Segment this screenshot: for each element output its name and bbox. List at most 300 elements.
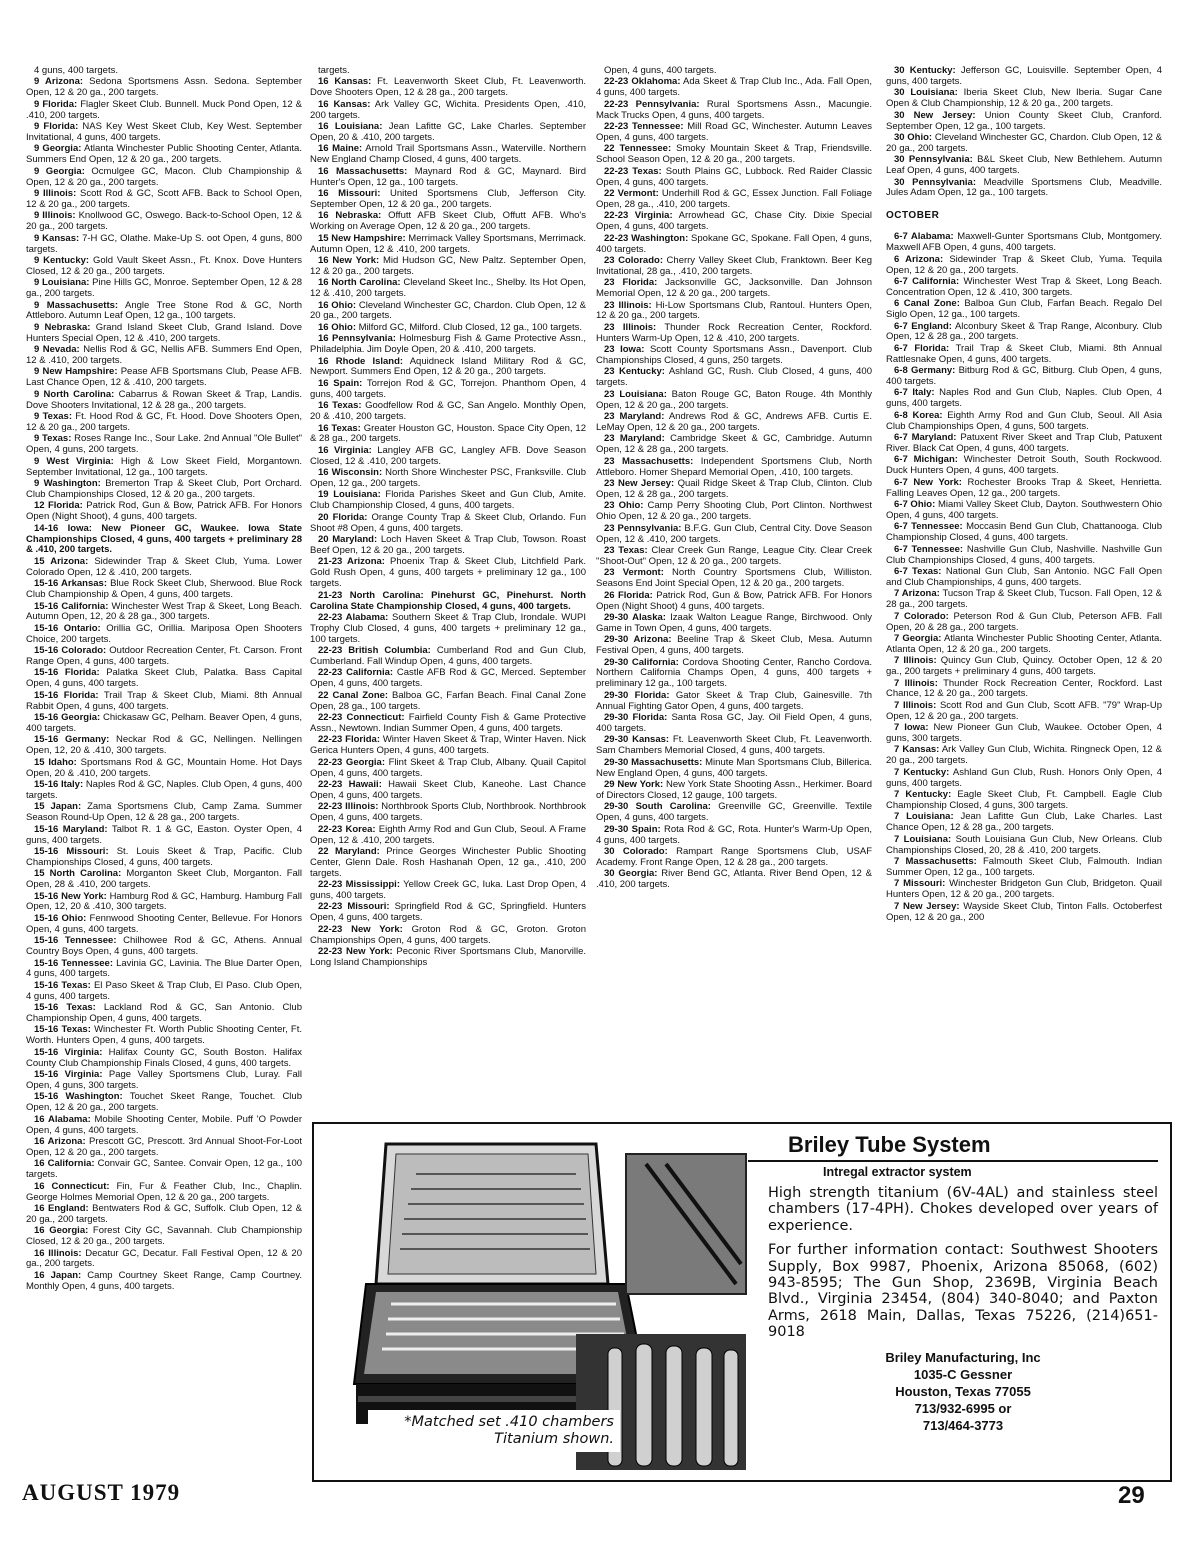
calendar-entry [26,211,302,233]
calendar-entry [886,388,1162,410]
briley-advertisement [312,1122,1172,1482]
entry-text: NAS Key West Skeet Club, Key West. September Invitational, 4 guns, 400 targets. [26,121,303,143]
calendar-entry [596,434,872,456]
calendar-entry [596,367,872,389]
calendar-entry [596,323,872,345]
entry-text: National Gun Club, San Antonio. NGC Fall Open and Club Championships, 4 guns, 400 targets. [886,565,1163,588]
entry-lead: 29-30 Alaska: [604,611,666,623]
entry-text: Outdoor Recreation Center, Ft. Carson. Front Range Open, 4 guns, 400 targets. [26,645,302,668]
entry-lead: 15-16 Virginia: [34,1069,103,1081]
entry-text: Hamburg Rod & GC, Hamburg. Hamburg Fall Open, 12, 20 & .410, 300 targets. [26,890,302,913]
calendar-entry [26,847,302,869]
entry-text: Scott County Sportsmans Assn., Davenport. Club Championships Closed, 4 guns, 250 targets. [596,344,872,367]
entry-lead: 23 Illinois: [604,299,652,311]
calendar-entry [310,167,586,189]
entry-lead: 16 Louisiana: [318,121,383,133]
calendar-entry [26,1003,302,1025]
entry-lead: 22-23 Pennsylvania: [604,98,700,110]
calendar-entry [886,155,1162,177]
entry-lead: 30 Ohio: [894,131,933,143]
company-city: Houston, Texas 77055 [895,1383,1031,1399]
calendar-entry [886,366,1162,388]
calendar-entry [310,513,586,535]
entry-lead: 9 Massachusetts: [34,299,119,311]
calendar-entry [310,77,586,99]
calendar-entry [26,936,302,958]
entry-lead: 15 Idaho: [34,756,77,768]
entry-text: Ocmulgee GC, Macon. Club Championship & Open, 12 & 20 ga., 200 targets. [26,165,302,188]
entry-text: Hi-Low Sportsmans Club, Rantoul. Hunters Open, 12 & 20 ga., 200 targets. [596,299,872,322]
entry-lead: 22 Canal Zone: [318,689,389,701]
entry-text: Winchester West Trap & Skeet, Long Beach. Concentration Open, 12 & .410, 300 targets. [886,275,1162,298]
calendar-entry [596,390,872,412]
entry-text: Torrejon Rod & GC, Torrejon. Phanthom Open, 4 guns, 400 targets. [310,377,586,400]
entry-text: Prescott GC, Prescott. 3rd Annual Shoot-For-Loot Open, 12 & 20 ga., 200 targets. [26,1136,302,1158]
entry-lead: 16 North Carolina: [318,277,401,289]
entry-text: Cherry Valley Skeet Club, Franktown. Beer Keg Invitational, 28 ga., .410, 200 targets. [596,254,872,277]
calendar-entry [26,1226,302,1248]
entry-lead: 9 Florida: [34,121,79,133]
calendar-entry [26,457,302,479]
entry-text: Holmesburg Fish & Game Protective Assn., Philadelphia. Jim Doyle Open, 20 & .410, 200 targets. [310,333,586,356]
calendar-entry [886,835,1162,857]
entry-lead: 16 New York: [318,254,380,266]
entry-lead: 9 West Virginia: [34,455,114,467]
entry-lead: 15-16 Georgia: [34,712,101,724]
entry-lead: 22 Maryland: [318,845,380,857]
entry-lead: 15-16 Florida: [34,689,99,701]
entry-lead: 7 Missouri: [894,878,946,890]
entry-lead: 22-23 Illinois: [318,801,379,813]
entry-lead: 7 Kentucky: [894,766,950,778]
calendar-entry [596,758,872,780]
calendar-entry [596,144,872,166]
calendar-entry [310,401,586,423]
entry-lead: 22 Tennessee: [604,143,672,155]
entry-text: Atlanta Winchester Public Shooting Center, Atlanta. Atlanta Open, 12 & 20 ga., 200 targets. [886,632,1162,655]
entry-text: Smoky Mountain Skeet & Trap, Friendsville. School Season Open, 12 & 20 ga., 200 targets. [596,143,872,166]
entry-lead: 9 Louisiana: [34,277,90,289]
entry-text: Winchester Bridgeton Gun Club, Bridgeton. Quail Hunters Open, 12 & 20 ga., 200 targets. [886,878,1162,901]
entry-text: Arrowhead GC, Chase City. Dixie Special Open, 4 guns, 400 targets. [596,210,872,233]
entry-lead: 20 Maryland: [318,534,378,546]
entry-lead: 29-30 Spain: [604,823,661,835]
entry-text: Cambridge Skeet & GC, Cambridge. Autumn Open, 12 & 28 ga., 200 targets. [596,433,872,456]
entry-text: Cordova Shooting Center, Rancho Cordova. Northern California Champs Open, 4 guns, 400 targets + preliminary 12 ga., 100 targets. [596,656,873,690]
calendar-entry [26,323,302,345]
entry-lead: 7 Kansas: [894,744,940,756]
entry-text: Jean Lafitte Gun Club, Lake Charles. Last Chance Open, 12 & 28 ga., 200 targets. [886,811,1162,834]
entry-text: Mobile Shooting Center, Mobile. Puff 'O Powder Open, 4 guns, 400 targets. [26,1113,302,1136]
calendar-entry [310,825,586,847]
calendar-entry [596,613,872,635]
entry-lead: 23 Maryland: [604,433,665,445]
entry-text: Castle AFB Rod & GC, Merced. September Open, 4 guns, 400 targets. [310,667,587,690]
calendar-entry [596,591,872,613]
entry-lead: 9 Arizona: [34,76,84,88]
entry-text: Maynard Rod & GC, Maynard. Bird Hunter's Open, 12 ga., 100 targets. [310,165,586,188]
calendar-entry [310,902,586,924]
calendar-entry [886,879,1162,901]
entry-text: Cleveland Winchester GC, Chardon. Club Open, 12 & 20 ga., 200 targets. [310,299,587,322]
entry-text: Orillia GC, Orillia. Mariposa Open Shooters Choice, 200 targets. [26,622,302,645]
entry-text: B.F.G. Gun Club, Central City. Dove Season Open, 12 & .410, 200 targets. [596,522,872,545]
entry-lead: 16 California: [34,1158,95,1170]
ad-contact-text: For further information contact: Southwest Shooters Supply, Box 9987, Phoenix, Arizona 85068, (602) 943-8595; The Gun Shop, 2369B, Virginia Beach Blvd., Virginia 23454, (804) 340-8040; and Paxton Arms, 2618 Main, Dallas, Texas 75226, (214)651-9018 [768,1242,1158,1341]
entry-text: B&L Skeet Club, New Bethlehem. Autumn Leaf Open, 4 guns, 400 targets. [886,154,1162,177]
calendar-entry [26,1159,302,1181]
entry-lead: 16 Illinois: [34,1247,82,1259]
entry-lead: 22-23 Virginia: [604,210,673,222]
entry-text: Camp Perry Shooting Club, Port Clinton. Northwest Ohio Open, 12 & 20 ga., 200 targets. [596,500,872,523]
entry-lead: 15-16 New York: [34,890,107,902]
entry-lead: 19 Louisiana: [318,489,381,501]
calendar-entry [310,66,586,77]
entry-lead: 9 Georgia: [34,165,85,177]
calendar-entry [596,825,872,847]
entry-lead: 22-23 Washington: [604,232,689,244]
entry-text: Convair GC, Santee. Convair Open, 12 ga., 100 targets. [26,1158,303,1181]
entry-text: Patrick Rod, Gun & Bow, Patrick AFB. For Honors Open (Night Shoot) 4 guns, 400 targets. [596,589,872,612]
calendar-entry [26,1092,302,1114]
calendar-column-2 [310,66,586,1116]
calendar-entry [26,1182,302,1204]
entry-lead: 9 North Carolina: [34,388,115,400]
entry-lead: 22-23 Georgia: [318,756,385,768]
entry-text: Quincy Gun Club, Quincy. October Open, 12 & 20 ga., 200 targets + preliminary 4 guns, 400 targets. [886,655,1163,678]
calendar-entry [596,457,872,479]
entry-text: 7-H GC, Olathe. Make-Up S. oot Open, 4 guns, 800 targets. [26,232,302,255]
calendar-entry [26,691,302,713]
entry-text: Underhill Rod & GC, Essex Junction. Fall Foliage Open, 28 ga., .410, 200 targets. [596,187,872,210]
entry-lead: 22-23 Oklahoma: [604,76,681,88]
calendar-entry [26,367,302,389]
entry-text: Ark Valley Gun Club, Wichita. Ringneck Open, 12 & 20 ga., 200 targets. [886,744,1162,767]
entry-text: Northbrook Sports Club, Northbrook. Northbrook Open, 4 guns, 400 targets. [310,801,587,824]
entry-lead: 29-30 South Carolina: [604,801,711,813]
entry-lead: 20 Florida: [318,511,368,523]
entry-lead: 30 Pennsylvania: [894,176,977,188]
calendar-entry [886,589,1162,611]
calendar-entry [886,768,1162,790]
entry-text: Independent Sportsmens Club, North Attleboro. Homer Shepard Memorial Open, .410, 100 targets. [596,455,873,478]
entry-lead: 9 Illinois: [34,187,77,199]
entry-text: Fairfield County Fish & Game Protective Assn., Newtown. Indian Summer Open, 4 guns, 400 targets. [310,712,586,734]
entry-lead: 22-23 Alabama: [318,611,389,623]
calendar-entry [596,412,872,434]
calendar-entry [886,701,1162,723]
calendar-entry [26,1137,302,1159]
calendar-entry [886,411,1162,433]
entry-lead: 15-16 Colorado: [34,645,107,657]
entry-lead: 9 Georgia: [34,143,82,155]
entry-text: Bremerton Trap & Skeet Club, Port Orchard. Club Championships Closed, 12 & 20 ga., 200 targets. [26,478,302,500]
entry-text: Chilhowee Rod & GC, Athens. Annual Country Boys Open, 4 guns, 400 targets. [26,935,302,958]
entry-lead: 7 Illinois: [894,655,937,667]
calendar-entry [26,1025,302,1047]
entry-lead: 29-30 Florida: [604,689,670,701]
entry-lead: 15-16 Italy: [34,779,84,790]
entry-lead: 15-16 Washington: [34,1091,123,1103]
calendar-entry [26,959,302,981]
entry-lead: 9 Illinois: [34,210,76,222]
entry-lead: 23 Iowa: [604,344,645,356]
entry-text: Palatka Skeet Club, Palatka. Bass Capital Open, 4 guns, 400 targets. [26,667,302,690]
entry-text: Wayside Skeet Club, Tinton Falls. Octoberfest Open, 12 & 20 ga., 200 [886,900,1162,923]
calendar-entry [26,802,302,824]
entry-text: Jacksonville GC, Jacksonville. Dan Johnson Memorial Open, 12 & 20 ga., 200 targets. [596,277,872,300]
entry-lead: 15-16 Texas: [34,1024,91,1036]
entry-text: Phoenix Trap & Skeet Club, Litchfield Park. Gold Rush Open, 4 guns, 400 targets + preliminary 12 ga., 100 targets. [310,556,586,590]
entry-lead: 16 Spain: [318,377,363,389]
ad-body-text: High strength titanium (6V-4AL) and stainless steel chambers (17-4PH). Chokes developed over years of experience. [768,1185,1158,1234]
calendar-entry [26,256,302,278]
entry-lead: 29-30 Arizona: [604,634,672,646]
calendar-entry [310,591,586,613]
entry-lead: 22-23 Tennessee: [604,121,684,133]
entry-lead: 22-23 California: [318,667,394,679]
entry-lead: 6-7 Ohio: [894,499,936,511]
entry-lead: 30 Louisiana: [894,87,958,99]
entry-lead: 16 Alabama: [34,1113,91,1125]
entry-text: Fin, Fur & Feather Club, Inc., Chaplin. George Holmes Memorial Open, 12 & 20 ga., 200 targets. [26,1180,303,1203]
entry-lead: 22-23 Mississippi: [318,879,400,891]
entry-text: Maxwell-Gunter Sportsmans Club, Montgomery. Maxwell AFB Open, 4 guns, 400 targets. [886,231,1162,254]
calendar-entry [310,256,586,278]
calendar-column-1 [26,66,302,1482]
calendar-entry [26,301,302,323]
entry-text: Meadville Sportsmens Club, Meadville. Jules Adam Open, 12 ga., 100 targets. [886,176,1162,199]
entry-lead: 30 Colorado: [604,845,668,857]
entry-lead: 7 Arizona: [894,588,940,600]
calendar-entry [886,111,1162,133]
entry-text: Winchester West Trap & Skeet, Long Beach. Autumn Open, 12, 20 & 28 ga., 300 targets. [26,600,302,623]
entry-text: St. Louis Skeet & Trap, Pacific. Club Championships Closed, 4 guns, 400 targets. [26,845,303,868]
entry-lead: 7 Illinois: [894,677,938,689]
entry-lead: 16 Missouri: [318,187,381,199]
calendar-entry [26,77,302,99]
calendar-entry [886,322,1162,344]
entry-lead: 9 Florida: [34,98,78,110]
entry-text: Cabarrus & Rowan Skeet & Trap, Landis. Dove Shooters Invitational, 12 & 28 ga., 200 targets. [26,388,303,411]
calendar-entry [26,914,302,936]
entry-text: South Plains GC, Lubbock. Red Raider Classic Open, 4 guns, 400 targets. [596,165,872,188]
entry-lead: 7 Massachusetts: [894,856,977,868]
company-phone-1: 713/932-6995 or [914,1400,1012,1416]
entry-text: Tucson Trap & Skeet Club, Tucson. Fall Open, 12 & 28 ga., 200 targets. [886,588,1162,611]
company-street: 1035-C Gessner [913,1366,1013,1382]
entry-text: Sidewinder Trap & Skeet Club, Yuma. Tequila Open, 12 & 20 ga., 200 targets. [886,253,1162,276]
entry-lead: 23 New Jersey: [604,478,675,490]
entry-text: Balboa Gun Club, Farfan Beach. Regalo Del Siglo Open, 12 ga., 100 targets. [886,298,1162,321]
entry-text: Aquidneck Island Military Rod & GC, Newport. Summers End Open, 12 & 20 ga., 200 targets. [310,355,586,378]
calendar-entry [596,256,872,278]
entry-text: Winter Haven Skeet & Trap, Winter Haven. Nick Gerica Hunters Open, 4 guns, 400 targets. [310,734,586,757]
calendar-entry [886,455,1162,477]
entry-lead: 15-16 Ohio: [34,912,87,924]
entry-lead: 15-16 Arkansas: [34,578,107,590]
calendar-entry [596,122,872,144]
entry-lead: 16 Texas: [318,400,362,412]
entry-text: Rochester Brooks Trap & Skeet, Henrietta. Falling Leaves Open, 12 ga., 200 targets. [886,476,1162,499]
calendar-entry [310,847,586,880]
entry-text: Neckar Rod & GC, Nellingen. Nellingen Open, 12, 20 & .410, 300 targets. [26,734,302,757]
entry-text: Alconbury Skeet & Trap Range, Alconbury. Club Open, 12 & 28 ga., 200 targets. [886,320,1162,343]
entry-text: Lavinia GC, Lavinia. The Blue Darter Open, 4 guns, 400 targets. [26,957,303,980]
entry-text: Baton Rouge GC, Baton Rouge. 4th Monthly Open, 12 & 20 ga., 200 targets. [596,388,872,411]
calendar-entry [310,691,586,713]
calendar-entry [26,1070,302,1092]
entry-text: Cleveland Skeet Inc., Shelby. Its Hot Open, 12 & .410, 200 targets. [310,277,586,300]
entry-text: Winchester Detroit South, South Rockwood. Duck Hunters Open, 4 guns, 400 targets. [886,454,1162,477]
entry-text: Morganton Skeet Club, Morganton. Fall Open, 28 & .410, 200 targets. [26,868,303,891]
entry-lead: 23 Maryland: [604,411,665,423]
entry-text: Grand Island Skeet Club, Grand Island. Dove Hunters Special Open, 12 & .410, 200 targets. [26,321,302,344]
entry-text: Knollwood GC, Oswego. Back-to-School Open, 12 & 20 ga., 200 targets. [26,210,302,233]
entry-lead: 16 Arizona: [34,1136,86,1147]
calendar-entry [310,100,586,122]
entry-lead: 22-23 Hawaii: [318,779,382,790]
calendar-entry [310,535,586,557]
calendar-entry [310,424,586,446]
entry-text: Mid Hudson GC, New Paltz. September Open, 12 & 20 ga., 200 targets. [310,254,586,277]
calendar-entry [310,278,586,300]
entry-text: Trail Trap & Skeet Club, Miami. 8th Annual Rattlesnake Open, 4 guns, 400 targets. [886,342,1162,365]
entry-lead: 16 Japan: [34,1269,82,1281]
calendar-column-3 [596,66,872,1116]
entry-text: New Pioneer Gun Club, Waukee. October Open, 4 guns, 300 targets. [886,722,1163,745]
calendar-entry [26,825,302,847]
calendar-entry [886,133,1162,155]
entry-text: Goodfellow Rod & GC, San Angelo. Monthly Open, 20 & .410, 200 targets. [310,400,586,423]
entry-text: Hawaii Skeet Club, Kaneohe. Last Chance Open, 4 guns, 400 targets. [310,779,586,801]
calendar-entry [26,713,302,735]
calendar-entry [886,277,1162,299]
entry-lead: 23 Colorado: [604,254,663,266]
entry-lead: 16 Nebraska: [318,210,382,222]
entry-lead: 6 Arizona: [894,253,944,265]
entry-text: Arnold Trail Sportsmans Assn., Waterville. Northern New England Champ Closed, 4 guns, 400 targets. [310,143,586,166]
calendar-entry [596,568,872,590]
entry-lead: 6-8 Germany: [894,365,956,377]
entry-text: Pease AFB Sportsmans Club, Pease AFB. Last Chance Open, 12 & .410, 200 targets. [26,366,302,389]
entry-lead: 6-7 Maryland: [894,432,957,444]
calendar-entry [26,892,302,914]
calendar-entry [596,189,872,211]
calendar-entry [26,345,302,367]
calendar-entry [26,501,302,523]
entry-text: Rampart Range Sportsmens Club, USAF Academy. Front Range Open, 12 & 28 ga., 200 targets. [596,845,872,868]
entry-lead: 6-7 Michigan: [894,454,958,466]
calendar-entry [310,668,586,690]
calendar-entry [596,278,872,300]
calendar-entry [596,234,872,256]
calendar-entry [310,234,586,256]
calendar-entry [310,122,586,144]
calendar-entry [26,1204,302,1226]
entry-lead: 7 Colorado: [894,610,949,622]
entry-text: Izaak Walton League Range, Birchwood. Only Game in Town Open, 4 guns, 400 targets. [596,611,872,634]
calendar-entry [596,77,872,99]
entry-text: Naples Rod & GC, Naples. Club Open, 4 guns, 400 targets. [26,779,302,801]
entry-text: Rota Rod & GC, Rota. Hunter's Warm-Up Open, 4 guns, 400 targets. [596,823,873,846]
entry-lead: 15-16 Tennessee: [34,957,113,969]
calendar-entry [310,735,586,757]
entry-lead: 22-23 Texas: [604,165,662,177]
entry-text: Sedona Sportsmens Assn. Sedona. September Open, 12 & 20 ga., 200 targets. [26,76,302,99]
calendar-entry [310,334,586,356]
entry-lead: 30 Georgia: [604,868,658,880]
calendar-entry [310,780,586,802]
entry-lead: 14-16 Iowa: New Pioneer GC, Waukee. Iowa State Championships Closed, 4 guns, 400 targets + preliminary 28 & .410, 200 targets. [26,522,302,556]
entry-lead: 9 Texas: [34,433,72,445]
calendar-entry [26,780,302,802]
calendar-entry [26,479,302,501]
calendar-entry [596,211,872,233]
entry-lead: 6-7 New York: [894,476,962,488]
calendar-entry [596,546,872,568]
entry-text: Open, 4 guns, 400 targets. [604,65,717,76]
calendar-entry [26,1048,302,1070]
entry-lead: 21-23 North Carolina: Pinehurst GC, Pinehurst. North Carolina State Championship Closed, 4 guns, 400 targets. [310,589,586,612]
entry-text: Scott Rod and Gun Club, Scott AFB. "79" Wrap-Up Open, 12 & 20 ga., 200 targets. [886,699,1162,722]
entry-lead: 16 Virginia: [318,444,372,456]
entry-lead: 23 Kentucky: [604,366,665,378]
calendar-entry [886,812,1162,834]
entry-text: Patrick Rod, Gun & Bow, Patrick AFB. For Honors Open (Night Shoot), 4 guns, 400 targets. [26,500,302,523]
entry-text: Pine Hills GC, Monroe. September Open, 12 & 28 ga., 200 targets. [26,277,302,300]
entry-lead: 7 Illinois: [894,699,937,711]
entry-lead: 9 New Hampshire: [34,366,118,378]
entry-lead: 29 New York: [604,779,664,790]
page-number: 29 [1118,1482,1145,1509]
calendar-entry [310,802,586,824]
entry-text: North Country Sportsmens Club, Williston. Seasons End Joint Special Open, 12 & 20 ga., 200 targets. [596,567,872,590]
entry-text: Langley AFB GC, Langley AFB. Dove Season Closed, 12 & .410, 200 targets. [310,444,586,467]
calendar-entry [26,668,302,690]
calendar-entry [310,189,586,211]
entry-text: High & Low Skeet Field, Morgantown. September Invitational, 12 ga., 100 targets. [26,455,302,478]
calendar-entry [310,713,586,735]
calendar-entry [596,66,872,77]
entry-text: targets. [318,65,350,76]
entry-text: Peconic River Sportsmans Club, Manorville. Long Island Championships [310,946,586,968]
entry-lead: 15 New Hampshire: [318,232,406,244]
calendar-entry [310,925,586,947]
entry-lead: 30 New Jersey: [894,109,976,121]
entry-lead: 23 Illinois: [604,321,657,333]
calendar-entry [26,167,302,189]
entry-text: Scott Rod & GC, Scott AFB. Back to School Open, 12 & 20 ga., 200 targets. [26,187,303,210]
entry-text: Springfield Rod & GC, Springfield. Hunters Open, 4 guns, 400 targets. [310,901,587,924]
calendar-entry [886,66,1162,88]
entry-text: Forest City GC, Savannah. Club Championship Closed, 12 & 20 ga., 200 targets. [26,1225,302,1248]
calendar-entry [596,524,872,546]
calendar-entry [596,847,872,869]
calendar-entry [310,144,586,166]
entry-lead: 9 Nebraska: [34,321,91,333]
entry-text: Santa Rosa GC, Jay. Oil Field Open, 4 guns, 400 targets. [596,712,872,734]
entry-lead: 29-30 California: [604,656,679,668]
entry-text: Quail Ridge Skeet & Trap Club, Clinton. Club Open, 12 & 28 ga., 200 targets. [596,478,872,500]
entry-lead: 6-7 Italy: [894,387,935,399]
entry-text: United Sportsmens Club, Jefferson City. September Open, 12 & 20 ga., 200 targets. [310,187,586,210]
entry-lead: 15-16 Maryland: [34,823,108,835]
calendar-entry [26,1271,302,1293]
entry-text: South Louisiana Gun Club, New Orleans. Club Championships Closed, 20, 28 & .410, 200 targets. [886,833,1162,856]
entry-text: Roses Range Inc., Sour Lake. 2nd Annual "Ole Bullet" Open, 4 guns, 200 targets. [26,433,302,456]
entry-text: Blue Rock Skeet Club, Sherwood. Blue Rock Club Championship & Open, 4 guns, 400 targets. [26,578,303,601]
